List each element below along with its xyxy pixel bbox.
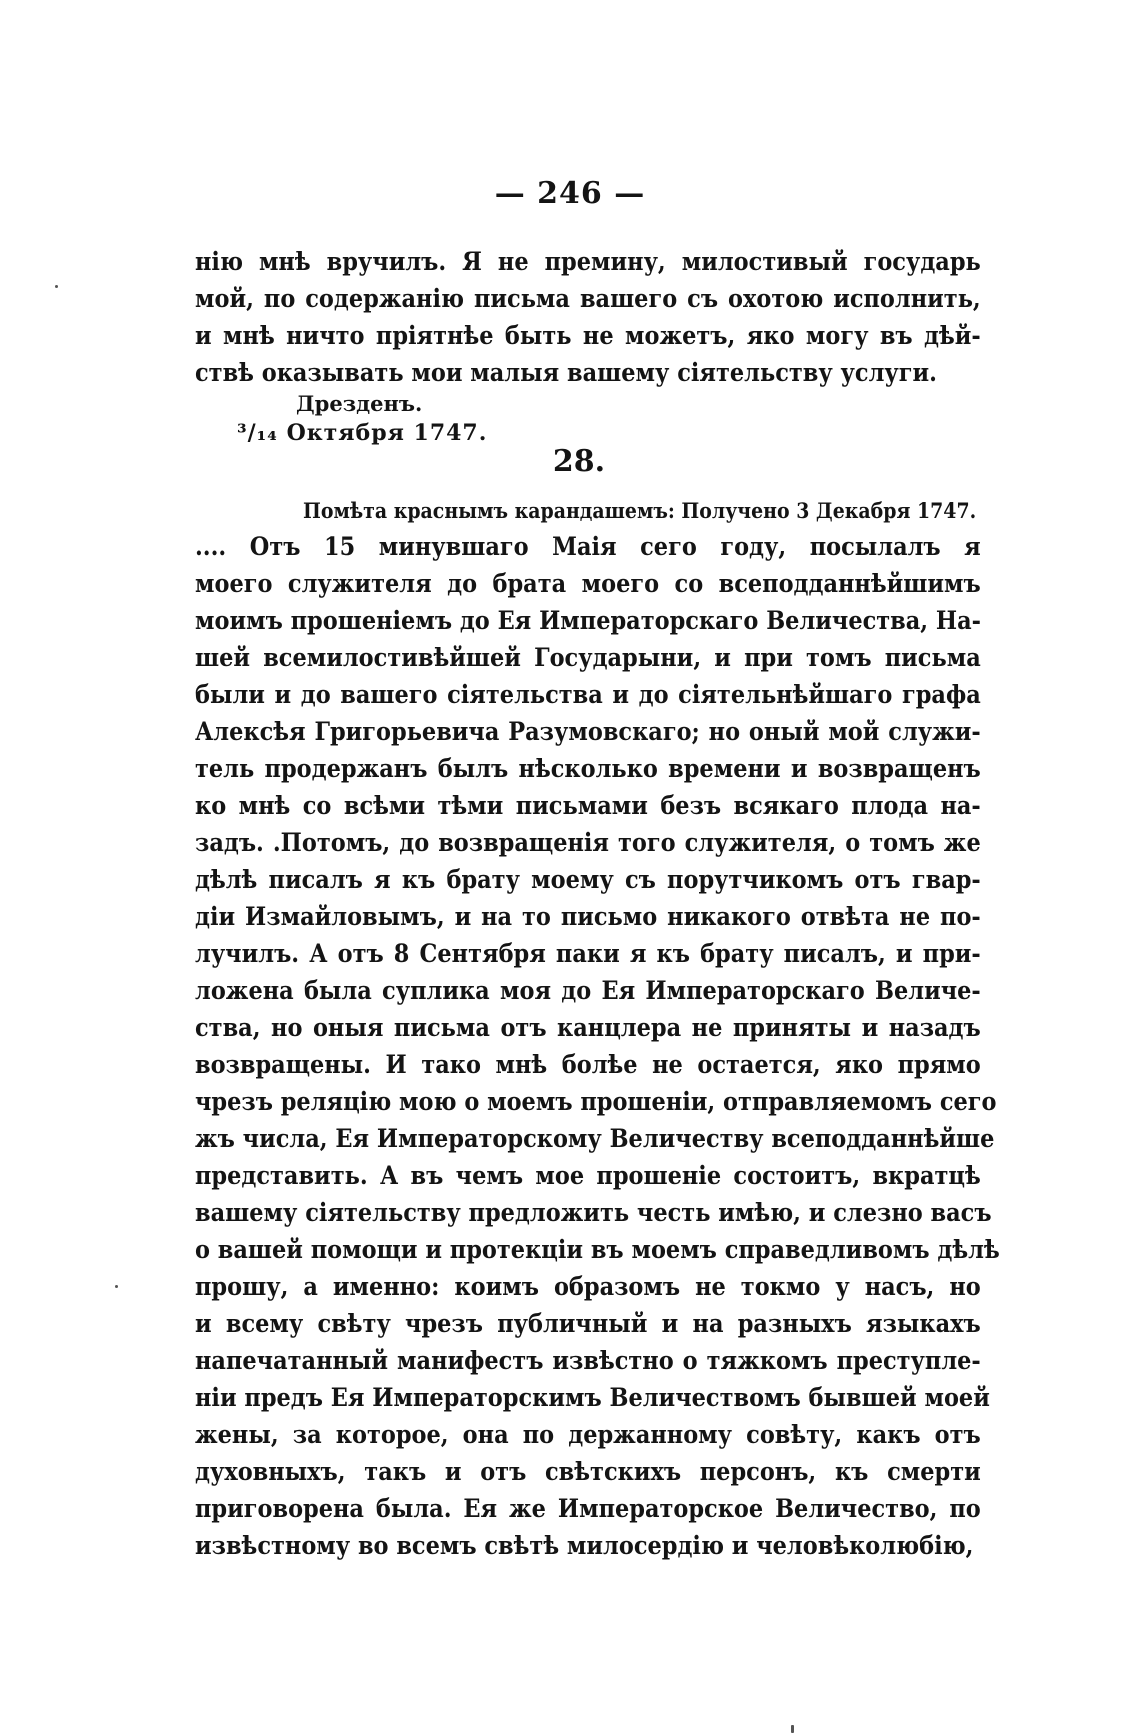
text-line: лучилъ. А отъ 8 Сентября паки я къ брату писалъ, и при- [195,939,981,969]
signature-place: Дрезденъ. [296,391,423,416]
text-line: діи Измайловымъ, и на то письмо никакого отвѣта не по- [195,902,981,932]
text-line: моего служителя до брата моего со всеподданнѣйшимъ [195,569,981,599]
text-line: ства, но оныя письма отъ канцлера не приняты и назадъ [195,1013,981,1043]
text-line: возвращены. И тако мнѣ болѣе не остается, яко прямо [195,1050,981,1080]
text-line: дѣлѣ писалъ я къ брату моему съ порутчикомъ отъ гвар- [195,865,981,895]
text-line: нію мнѣ вручилъ. Я не премину, милостивый государь [195,247,981,277]
text-line: и мнѣ ничто пріятнѣе быть не можетъ, яко могу въ дѣй- [195,321,981,351]
text-line: вашему сіятельству предложить честь имѣю, и слезно васъ [195,1198,992,1228]
text-line: задъ. .Потомъ, до возвращенія того служителя, о томъ же [195,828,981,858]
text-line: мой, по содержанію письма вашего съ охотою исполнить, [195,284,981,314]
continuation-paragraph [195,244,981,392]
text-line: извѣстному во всемъ свѣтѣ милосердію и человѣколюбію, [195,1531,974,1561]
text-line: чрезъ реляцію мою о моемъ прошеніи, отправляемомъ сего [195,1087,997,1117]
text-line: .... Отъ 15 минувшаго Маія сего году, посылалъ я [195,532,981,562]
document-number: 28. [552,444,606,479]
print-speck [55,285,58,288]
text-line: жъ числа, Ея Императорскому Величеству всеподданнѣйше [195,1124,995,1154]
signature-date: ³/₁₄ Октября 1747. [237,420,488,446]
text-line: ко мнѣ со всѣми тѣми письмами безъ всякаго плода на- [195,791,981,821]
text-line: были и до вашего сіятельства и до сіятельнѣйшаго графа [195,680,981,710]
text-line: и всему свѣту чрезъ публичный и на разныхъ языкахъ [195,1309,981,1339]
text-line: ствѣ оказывать мои малыя вашему сіятельству услуги. [195,358,937,388]
text-line: жены, за которое, она по держанному совѣту, какъ отъ [195,1420,981,1450]
document-note: Помѣта краснымъ карандашемъ: Получено 3 Декабря 1747. [303,498,977,523]
text-line: ніи предъ Ея Императорскимъ Величествомъ бывшей моей [195,1383,990,1413]
text-line: Алексѣя Григорьевича Разумовскаго; но оный мой служи- [195,717,981,747]
text-line: прошу, а именно: коимъ образомъ не токмо у насъ, но [195,1272,981,1302]
document-body [195,529,1000,1565]
text-line: о вашей помощи и протекціи въ моемъ справедливомъ дѣлѣ [195,1235,1000,1265]
print-speck [115,1285,118,1288]
text-line: моимъ прошеніемъ до Ея Императорскаго Величества, На- [195,606,982,636]
text-line: приговорена была. Ея же Императорское Величество, по [195,1494,981,1524]
text-line: напечатанный манифестъ извѣстно о тяжкомъ преступле- [195,1346,981,1376]
page-number: — 246 — [494,176,646,211]
text-line: тель продержанъ былъ нѣсколько времени и возвращенъ [195,754,981,784]
text-line: духовныхъ, такъ и отъ свѣтскихъ персонъ, къ смерти [195,1457,981,1487]
text-line: шей всемилостивѣйшей Государыни, и при томъ письма [195,643,981,673]
text-line: представить. А въ чемъ мое прошеніе состоитъ, вкратцѣ [195,1161,981,1191]
text-line: ложена была суплика моя до Ея Императорскаго Величе- [195,976,981,1006]
print-speck [791,1725,794,1733]
